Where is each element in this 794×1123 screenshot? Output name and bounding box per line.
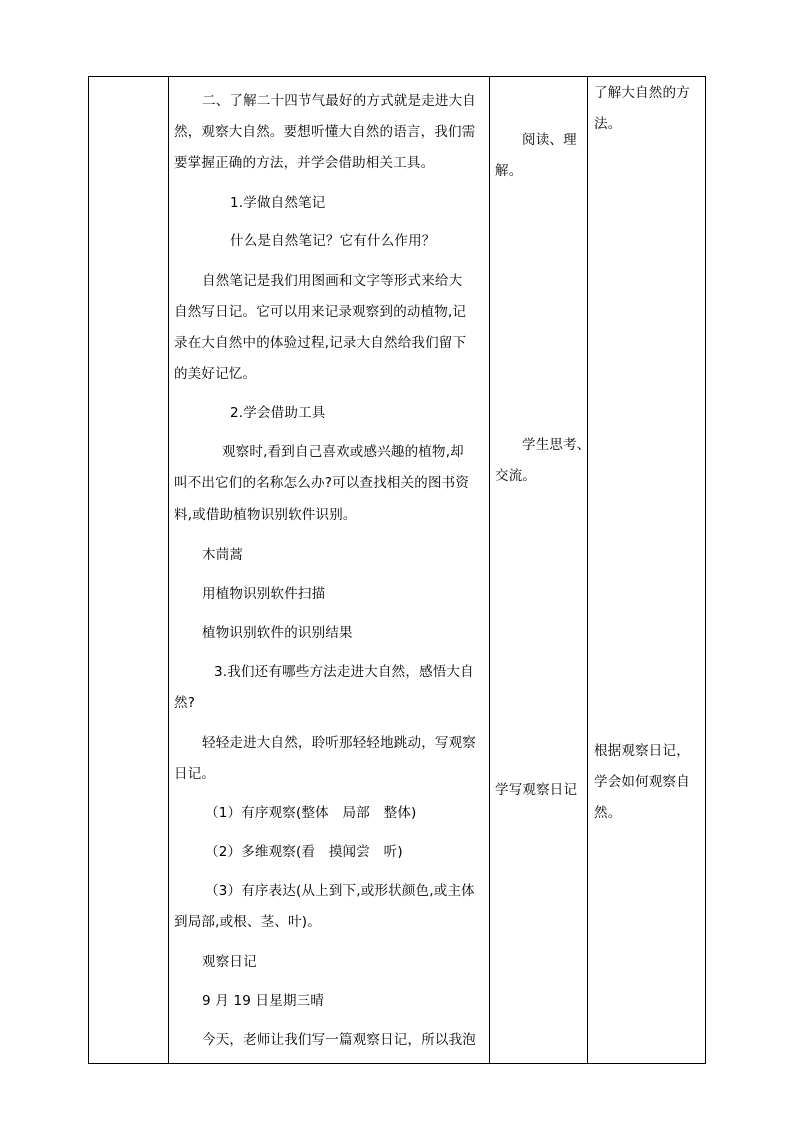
column-divider-1 bbox=[168, 77, 169, 1063]
main-line: 日记。 bbox=[174, 766, 216, 782]
column-divider-3 bbox=[587, 77, 588, 1063]
student-line: 学生思考、 bbox=[522, 437, 591, 453]
main-line: 观察日记 bbox=[202, 954, 257, 970]
main-line: 木茼蒿 bbox=[202, 547, 244, 563]
main-line: 9 月 19 日星期三晴 bbox=[202, 993, 325, 1009]
student-line: 学写观察日记 bbox=[495, 782, 578, 798]
student-line: 解。 bbox=[495, 163, 523, 179]
main-line: 今天，老师让我们写一篇观察日记，所以我泡 bbox=[202, 1032, 476, 1048]
main-line: 用植物识别软件扫描 bbox=[202, 586, 326, 602]
main-line: 观察时,看到自己喜欢或感兴趣的植物,却 bbox=[222, 444, 464, 460]
main-line: （2）多维观察(看 摸闻尝 听) bbox=[205, 844, 403, 860]
main-line: 1.学做自然笔记 bbox=[230, 195, 326, 211]
main-line: 自然笔记是我们用图画和文字等形式来给大 bbox=[202, 273, 463, 289]
intent-line: 学会如何观察自 bbox=[594, 774, 690, 790]
main-line: 录在大自然中的体验过程,记录大自然给我们留下 bbox=[174, 335, 467, 351]
main-line: 料,或借助植物识别软件识别。 bbox=[174, 507, 357, 523]
main-line: 3.我们还有哪些方法走进大自然，感悟大自 bbox=[214, 664, 474, 680]
main-line: 二、了解二十四节气最好的方式就是走进大自 bbox=[202, 93, 476, 109]
main-line: 然? bbox=[174, 695, 196, 711]
main-line: （1）有序观察(整体 局部 整体) bbox=[205, 805, 417, 821]
main-line: 叫不出它们的名称怎么办?可以查找相关的图书资 bbox=[174, 475, 470, 491]
intent-line: 了解大自然的方 bbox=[594, 85, 690, 101]
intent-line: 法。 bbox=[594, 116, 622, 132]
main-line: 然，观察大自然。要想听懂大自然的语言，我们需 bbox=[174, 124, 476, 140]
intent-line: 根据观察日记， bbox=[594, 743, 690, 759]
column-divider-2 bbox=[489, 77, 490, 1063]
main-line: 2.学会借助工具 bbox=[230, 405, 326, 421]
main-line: 轻轻走进大自然，聆听那轻轻地跳动，写观察 bbox=[202, 735, 476, 751]
intent-line: 然。 bbox=[594, 805, 622, 821]
main-line: 植物识别软件的识别结果 bbox=[202, 625, 353, 641]
main-line: （3）有序表达(从上到下,或形状颜色,或主体 bbox=[205, 883, 475, 899]
main-line: 什么是自然笔记？它有什么作用？ bbox=[230, 233, 436, 249]
main-line: 自然写日记。它可以用来记录观察到的动植物,记 bbox=[174, 304, 467, 320]
main-line: 的美好记忆。 bbox=[174, 366, 257, 382]
student-line: 交流。 bbox=[495, 468, 537, 484]
main-line: 到局部,或根、茎、叶)。 bbox=[174, 914, 321, 930]
student-line: 阅读、理 bbox=[522, 132, 577, 148]
main-line: 要掌握正确的方法，并学会借助相关工具。 bbox=[174, 155, 435, 171]
